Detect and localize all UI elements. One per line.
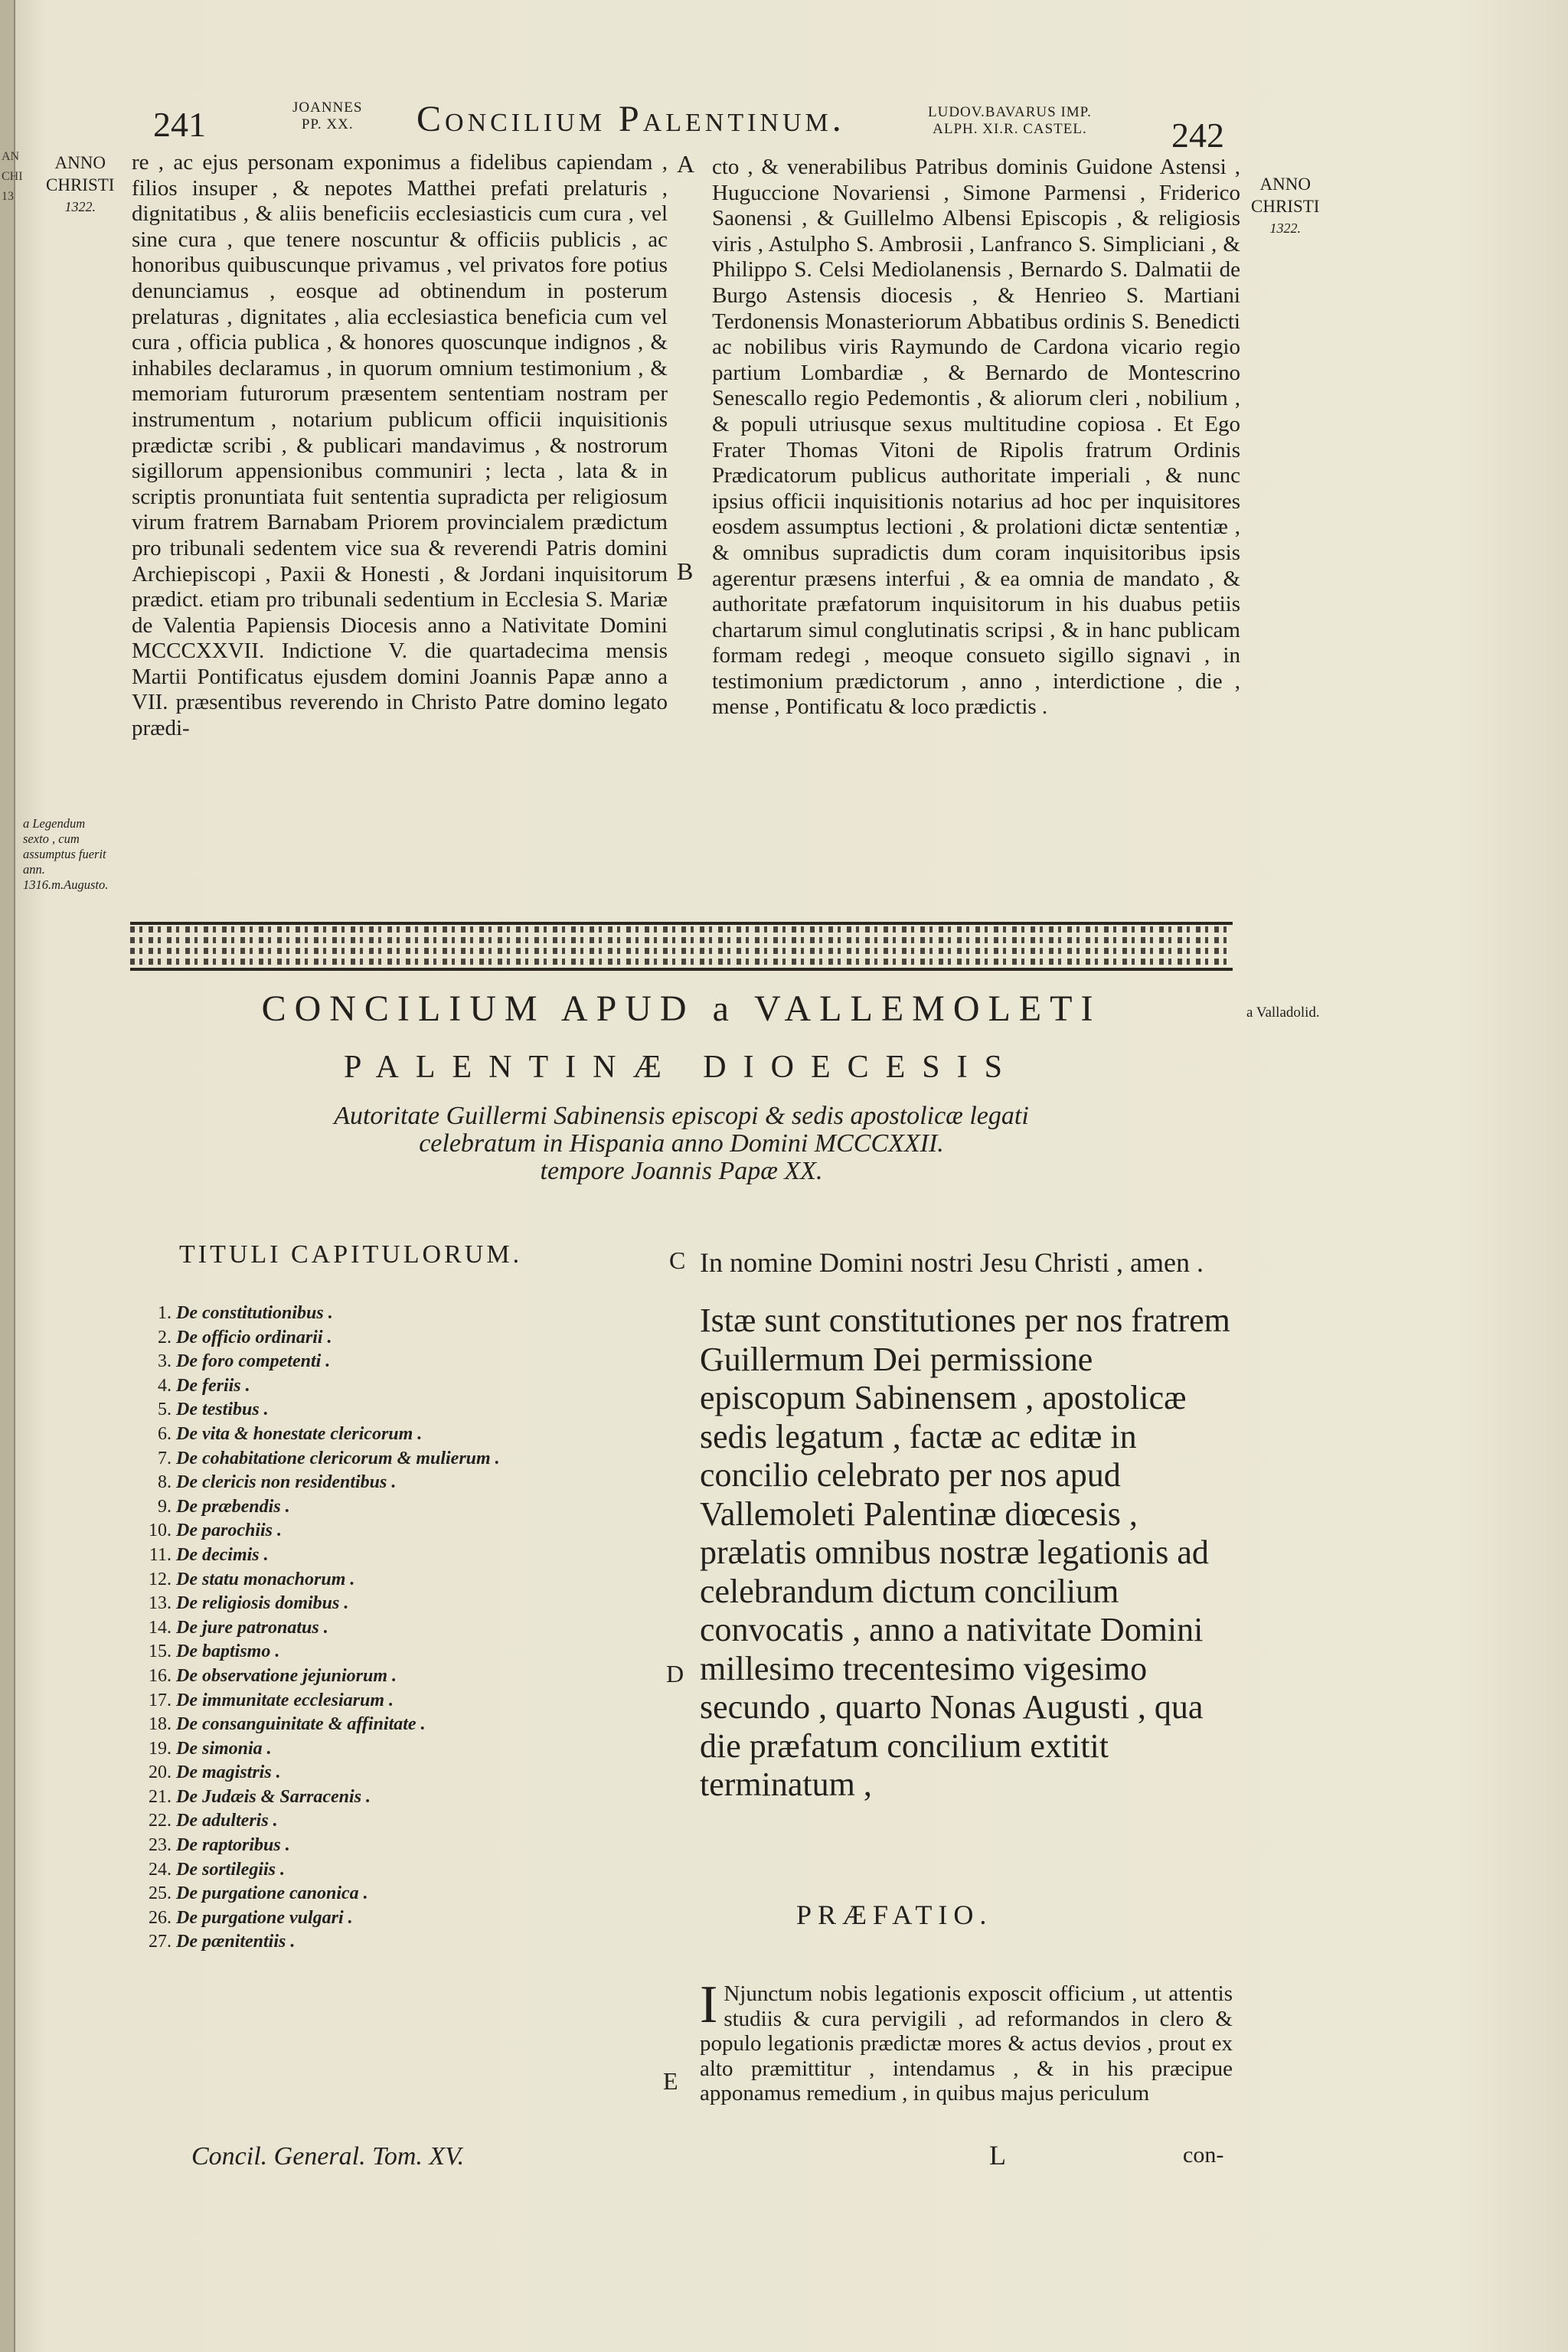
chapter-item bbox=[126, 1326, 500, 1351]
right-text-column bbox=[712, 155, 1240, 720]
chapter-title: De testibus . bbox=[176, 1400, 269, 1420]
chapter-item bbox=[126, 1882, 500, 1906]
chapter-item bbox=[126, 1785, 500, 1810]
chapter-title: De decimis . bbox=[176, 1544, 269, 1565]
chapter-title: De Judæis & Sarracenis . bbox=[176, 1786, 371, 1807]
anno-christi-left bbox=[46, 152, 114, 218]
chapter-number: 10. bbox=[149, 1521, 172, 1541]
margin-letter-a: A bbox=[677, 150, 695, 178]
chapter-title: De purgatione canonica . bbox=[176, 1883, 368, 1904]
chapter-item bbox=[126, 1906, 500, 1931]
chapter-item bbox=[126, 1398, 500, 1423]
chapter-number: 27. bbox=[149, 1932, 172, 1952]
chapter-item bbox=[126, 1374, 500, 1399]
anno-year: 1322. bbox=[1269, 220, 1301, 236]
margin-letter-d: D bbox=[666, 1660, 684, 1687]
chapter-title: De jure patronatus . bbox=[176, 1617, 328, 1638]
chapter-title: De observatione jejuniorum . bbox=[176, 1665, 397, 1686]
chapter-title: De parochiis . bbox=[176, 1521, 282, 1541]
header-rulers bbox=[928, 104, 1092, 138]
chapters-list bbox=[126, 1302, 500, 1955]
margin-letter-b: B bbox=[677, 557, 694, 585]
chapter-title: De religiosis domibus . bbox=[176, 1593, 349, 1614]
chapter-item bbox=[126, 1616, 500, 1641]
chapter-number: 14. bbox=[149, 1617, 172, 1638]
chapter-item bbox=[126, 1809, 500, 1834]
chapter-item bbox=[126, 1592, 500, 1616]
chapter-title: De cohabitatione clericorum & mulierum . bbox=[176, 1448, 500, 1468]
chapter-title: De clericis non residentibus . bbox=[176, 1472, 397, 1493]
header-rulers-line: ALPH. XI.R. CASTEL. bbox=[933, 121, 1087, 137]
left-column-text: re , ac ejus personam exponimus a fidelibus capiendam , filios insuper , & nepotes Matthei prefati prelaturis , dignitatibus , & aliis beneficiis ecclesiasticis cum cura , vel sine cura , que tenere noscuntur & officiis publicis , ac honoribus quibuscunque privamus , vel privatos fore potius denunciamus , eosque ad obtinendum in posterum prelaturas , dignitates , alia ecclesiastica beneficia cum vel cura , officia publica , & honores quoscunque indignos , & inhabiles declaramus , in quorum omnium testimonium , & memoriam futurorum præsentem sententiam nostram per instrumentum , notarium publicum officii inquisitionis prædictæ scribi , & publicari mandavimus , & nostrorum sigillorum appensionibus communiri ; lecta , lata & in scriptis pronuntiata fuit sententia supradicta per religiosum virum fratrem Barnabam Priorem provincialem prædictum pro tribunali sedentem vice sua & reverendi Patris domini Archiepiscopi , Paxii & Honesti , & Jordani inquisitorum prædict. etiam pro tribunali sedentium in Ecclesia S. Mariæ de Valentia Papiensis Diocesis anno a Nativitate Domini MCCCXXVII. Indictione V. die quartadecima mensis Martii Pontificatus ejusdem domini Joannis Papæ anno a VII. præsentibus reverendo in Christo Patre domino legato prædi- bbox=[132, 150, 668, 741]
chapter-item bbox=[126, 1447, 500, 1472]
chapter-number: 2. bbox=[158, 1327, 172, 1348]
chapters-heading: TITULI CAPITULORUM. bbox=[179, 1240, 523, 1269]
chapter-number: 16. bbox=[149, 1665, 172, 1686]
chapter-item bbox=[126, 1930, 500, 1955]
council-description bbox=[130, 1102, 1233, 1185]
page-number-right: 242 bbox=[1171, 116, 1224, 155]
chapter-item bbox=[126, 1737, 500, 1762]
edge-label: AN bbox=[2, 150, 20, 163]
chapter-item bbox=[126, 1664, 500, 1689]
ornament-rule-bottom bbox=[130, 968, 1233, 971]
header-pope bbox=[292, 100, 362, 133]
chapter-title: De foro competenti . bbox=[176, 1351, 331, 1372]
header-pope-line: JOANNES bbox=[292, 100, 363, 116]
chapter-item bbox=[126, 1302, 500, 1326]
chapter-title: De consanguinitate & affinitate . bbox=[176, 1714, 426, 1735]
catchword: con- bbox=[1183, 2142, 1224, 2167]
margin-letter-e: E bbox=[663, 2067, 678, 2095]
praefatio-text bbox=[700, 1975, 1233, 2106]
chapter-number: 25. bbox=[149, 1883, 172, 1904]
chapter-number: 21. bbox=[149, 1786, 172, 1807]
description-line: Autoritate Guillermi Sabinensis episcopi & sedis apostolicæ legati bbox=[334, 1102, 1029, 1130]
footer-volume: Concil. General. Tom. XV. bbox=[191, 2142, 465, 2171]
right-column-text: cto , & venerabilibus Patribus dominis Guidone Astensi , Huguccione Novariensi , Simone Parmensi , Friderico Saonensi , & Guillelmo Albensi Episcopis , & religiosis viris , Astulpho S. Ambrosii , Lanfranco S. Simpliciani , & Philippo S. Celsi Mediolanensis , Bernardo S. Dalmatii de Burgo Astensis diocesis , & Henrieo S. Martiani Terdonensis Monasteriorum Abbatibus ordinis S. Benedicti ac nobilibus viris Raymundo de Cardona vicario regio partium Lombardiæ , & Bernardo de Montescrino Senescallo regio Pedemontis , & aliorum cleri , nobilium , & populi utriusque sexus multitudine copiosa . Et Ego Frater Thomas Vitoni de Ripolis fratrum Ordinis Prædicatorum publicus authoritate imperiali , & nunc ipsius officii inquisitionis notarius ad hoc per inquisitores eosdem assumptus lectioni , & prolationi dictæ sententiæ , & omnibus supradictis dum coram inquisitoribus ipsis agerentur præsens interfui , & ea omnia de mandato , & authoritate præfatorum inquisitorum in his duabus petiis chartarum simul conglutinatis scripsi , & in hanc publicam formam redegi , meoque consueto sigillo signavi , in testimonium prædictorum , anno , interdictione , die , mense , Pontificatu & loco prædictis . bbox=[712, 155, 1240, 720]
chapter-number: 6. bbox=[158, 1423, 172, 1444]
constitutions-text: Istæ sunt constitutiones per nos fratrem Guillermum Dei permissione episcopum Sabinensem , apostolicæ sedis legatum , factæ ac editæ in concilio celebrato per nos apud Vallemoleti Palentinæ diœcesis , prælatis omnibus nostræ legationis ad celebrandum dictum concilium convocatis , anno a nativitate Domini millesimo trecentesimo vigesimo secundo , quarto Nonas Augusti , qua die præfatum concilium extitit terminatum , bbox=[700, 1302, 1230, 1803]
chapter-number: 15. bbox=[149, 1642, 172, 1662]
chapter-number: 7. bbox=[158, 1448, 172, 1468]
chapter-item bbox=[126, 1761, 500, 1785]
chapter-number: 8. bbox=[158, 1472, 172, 1493]
chapter-title: De pænitentiis . bbox=[176, 1932, 296, 1952]
chapter-item bbox=[126, 1471, 500, 1495]
chapter-title: De adulteris . bbox=[176, 1811, 278, 1831]
chapter-number: 22. bbox=[149, 1811, 172, 1831]
chapter-title: De feriis . bbox=[176, 1375, 250, 1396]
chapter-item bbox=[126, 1640, 500, 1664]
footnote-right: a Valladolid. bbox=[1246, 1004, 1320, 1021]
chapter-number: 19. bbox=[149, 1738, 172, 1759]
chapter-item bbox=[126, 1568, 500, 1592]
chapter-number: 13. bbox=[149, 1593, 172, 1614]
christi-label: CHRISTI bbox=[46, 175, 115, 194]
chapter-number: 12. bbox=[149, 1569, 172, 1589]
chapter-item bbox=[126, 1689, 500, 1713]
chapter-title: De baptismo . bbox=[176, 1642, 280, 1662]
chapter-item bbox=[126, 1519, 500, 1544]
chapter-number: 20. bbox=[149, 1762, 172, 1783]
ornament-rule-top bbox=[130, 922, 1233, 925]
description-line: celebratum in Hispania anno Domini MCCCXXII. bbox=[419, 1129, 944, 1158]
council-subtitle: PALENTINÆ DIOECESIS bbox=[344, 1050, 1019, 1085]
praefatio-heading: PRÆFATIO. bbox=[796, 1900, 993, 1930]
chapter-item bbox=[126, 1858, 500, 1883]
chapter-number: 9. bbox=[158, 1496, 172, 1517]
header-rulers-line: LUDOV.BAVARUS IMP. bbox=[928, 104, 1092, 120]
anno-year: 1322. bbox=[64, 199, 96, 214]
chapter-number: 18. bbox=[149, 1714, 172, 1735]
ornamental-border bbox=[130, 926, 1233, 965]
chapter-number: 17. bbox=[149, 1690, 172, 1710]
chapter-number: 23. bbox=[149, 1835, 172, 1856]
chapter-item bbox=[126, 1544, 500, 1568]
anno-label: ANNO bbox=[1259, 175, 1311, 194]
chapter-item bbox=[126, 1713, 500, 1737]
chapter-title: De vita & honestate clericorum . bbox=[176, 1423, 423, 1444]
chapter-title: De immunitate ecclesiarum . bbox=[176, 1690, 394, 1710]
chapter-number: 4. bbox=[158, 1375, 172, 1396]
chapter-number: 11. bbox=[149, 1544, 172, 1565]
page-number-left: 241 bbox=[153, 105, 206, 144]
anno-label: ANNO bbox=[54, 153, 106, 172]
chapter-item bbox=[126, 1350, 500, 1374]
chapter-number: 5. bbox=[158, 1400, 172, 1420]
christi-label: CHRISTI bbox=[1251, 197, 1320, 216]
chapter-title: De constitutionibus . bbox=[176, 1303, 333, 1323]
header-pope-line: PP. XX. bbox=[301, 116, 354, 132]
chapter-number: 26. bbox=[149, 1907, 172, 1928]
chapter-title: De purgatione vulgari . bbox=[176, 1907, 353, 1928]
edge-label: CHI bbox=[2, 170, 23, 183]
footnote-left: a Legendum sexto , cum assumptus fuerit ann. 1316.m.Augusto. bbox=[23, 816, 109, 892]
edge-label: 13 bbox=[2, 190, 14, 203]
chapter-item bbox=[126, 1495, 500, 1520]
chapter-item bbox=[126, 1834, 500, 1858]
margin-letter-c: C bbox=[669, 1246, 686, 1274]
invocation: In nomine Domini nostri Jesu Christi , amen . bbox=[700, 1247, 1204, 1278]
chapter-title: De præbendis . bbox=[176, 1496, 290, 1517]
chapter-item bbox=[126, 1423, 500, 1447]
chapter-title: De raptoribus . bbox=[176, 1835, 290, 1856]
chapter-title: De sortilegiis . bbox=[176, 1859, 285, 1880]
chapter-title: De officio ordinarii . bbox=[176, 1327, 332, 1348]
chapter-title: De statu monachorum . bbox=[176, 1569, 355, 1589]
signature-mark: L bbox=[989, 2140, 1006, 2171]
anno-christi-right bbox=[1251, 173, 1319, 240]
council-title: CONCILIUM APUD a VALLEMOLETI bbox=[261, 988, 1102, 1029]
description-line: tempore Joannis Papæ XX. bbox=[540, 1157, 823, 1185]
left-text-column bbox=[132, 150, 668, 742]
chapter-number: 3. bbox=[158, 1351, 172, 1372]
chapter-number: 1. bbox=[158, 1303, 172, 1323]
chapter-title: De magistris . bbox=[176, 1762, 281, 1783]
drop-cap: I bbox=[700, 1975, 718, 2034]
adjacent-page-edge bbox=[0, 0, 23, 2352]
praefatio-body: Njunctum nobis legationis exposcit officium , ut attentis studiis & cura pervigili , ad reformandos in clero & populo legationis prædictæ mores & actus devios , prout ex alto præmittitur , intendamus , & in his præcipue apponamus remedium , in quibus majus periculum bbox=[700, 1981, 1233, 2105]
chapter-number: 24. bbox=[149, 1859, 172, 1880]
chapter-title: De simonia . bbox=[176, 1738, 272, 1759]
running-title: Concilium Palentinum. bbox=[416, 99, 845, 139]
